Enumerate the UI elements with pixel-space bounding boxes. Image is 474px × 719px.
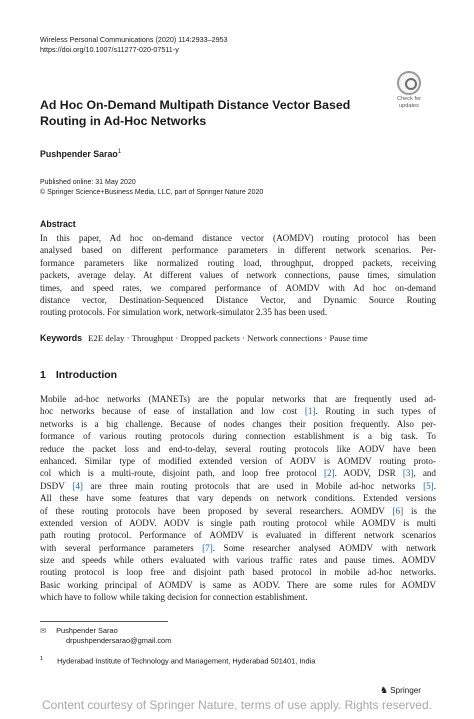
journal-header bbox=[40, 35, 228, 55]
courtesy-watermark: Content courtesy of Springer Nature, terms of use apply. Rights reserved. bbox=[42, 698, 432, 712]
section-number: 1 bbox=[40, 369, 46, 381]
introduction-text: of these routing protocols have been proposed by several researchers. AOMDV bbox=[40, 505, 393, 516]
introduction-text: . AODV, DSR bbox=[334, 468, 403, 479]
introduction-text: Basic working principal of AOMDV is same as AODV. There are some rules for AOMDV bbox=[40, 579, 436, 590]
affiliation-text: Hyderabad Institute of Technology and Management, Hyderabad 501401, India bbox=[57, 656, 316, 666]
affiliation bbox=[40, 656, 315, 665]
abstract-line: packets, average delay. At different values of network connections, pause times, simulation bbox=[40, 270, 436, 281]
introduction-line bbox=[40, 579, 436, 591]
paper-title bbox=[40, 98, 370, 129]
introduction-text: enhanced. Similar type of modified extended version of AODV is AOMDV routing proto- bbox=[40, 455, 436, 466]
introduction-text: networks is a big challenge. Because of nodes changes their position frequently. Also per- bbox=[40, 418, 436, 429]
introduction-text: size and speeds while others evaluated with various traffic rates and pause times. AOMDV bbox=[40, 555, 436, 566]
introduction-line bbox=[40, 480, 436, 492]
introduction-text: , and bbox=[413, 468, 436, 479]
badge-line-2: updates bbox=[399, 103, 419, 110]
introduction-line bbox=[40, 505, 436, 517]
introduction-text: . bbox=[433, 480, 436, 491]
badge-line-1: Check for bbox=[397, 96, 421, 102]
reference-link[interactable]: [7] bbox=[202, 542, 213, 553]
copyright: © Springer Science+Business Media, LLC, part of Springer Nature 2020 bbox=[40, 189, 264, 196]
reference-link[interactable]: [5] bbox=[423, 480, 434, 491]
doi-link[interactable]: https://doi.org/10.1007/s11277-020-07511-y bbox=[40, 45, 179, 54]
springer-logo bbox=[380, 685, 421, 696]
introduction-text: . Routing in such types of bbox=[315, 406, 436, 417]
journal-citation: Wireless Personal Communications (2020) 114:2933–2953 bbox=[40, 35, 228, 44]
author-name[interactable]: Pushpender Sarao bbox=[40, 149, 118, 159]
affiliation-marker: 1 bbox=[40, 656, 44, 662]
introduction-text: routing protocol is loop free and disjoint path based protocol in mobile ad-hoc networks. bbox=[40, 567, 436, 578]
author-affiliation-marker: 1 bbox=[117, 149, 122, 156]
abstract-body bbox=[40, 232, 436, 319]
introduction-line bbox=[40, 492, 436, 504]
introduction-line bbox=[40, 566, 436, 578]
springer-logo-text: Springer bbox=[390, 686, 422, 695]
reference-link[interactable]: [3] bbox=[402, 468, 414, 479]
introduction-line bbox=[40, 405, 436, 417]
introduction-text: is the bbox=[403, 505, 437, 516]
introduction-text: DSDV bbox=[40, 480, 73, 491]
introduction-line bbox=[40, 393, 436, 405]
introduction-line bbox=[40, 418, 436, 430]
footnote-divider bbox=[40, 621, 168, 622]
title-line: Routing in Ad-Hoc Networks bbox=[40, 113, 207, 128]
introduction-line bbox=[40, 554, 436, 566]
abstract-line: analysed based on different performance parameters in different network scenarios. Per- bbox=[40, 245, 436, 256]
introduction-text: col which is a multi-route, disjoint path, and loop free protocol bbox=[40, 468, 324, 479]
reference-link[interactable]: [4] bbox=[72, 480, 83, 491]
introduction-text: All these have some features that vary depends on network conditions. Extended versions bbox=[40, 493, 436, 504]
keywords bbox=[40, 333, 368, 343]
introduction-text: with several performance parameters bbox=[40, 542, 203, 553]
correspondence bbox=[40, 626, 171, 646]
reference-link[interactable]: [2] bbox=[324, 468, 335, 479]
publication-info bbox=[40, 178, 263, 198]
title-line: Ad Hoc On-Demand Multipath Distance Vector Based bbox=[40, 98, 351, 112]
introduction-text: reduce the packet loss and end-to-delay, several routing protocols like AODV have been bbox=[40, 443, 436, 454]
author bbox=[40, 149, 121, 159]
section-heading-introduction bbox=[40, 369, 117, 381]
keywords-label: Keywords bbox=[40, 333, 83, 343]
introduction-line bbox=[40, 542, 436, 554]
springer-horse-icon: ♞ bbox=[380, 685, 389, 695]
introduction-text: path routing protocol. Performance of AOMDV is evaluated in different network scenarios bbox=[40, 530, 436, 541]
introduction-text: . Some researcher analysed AOMDV with network bbox=[212, 542, 436, 553]
correspondence-email[interactable]: drpushpendersarao@gmail.com bbox=[66, 636, 172, 645]
abstract-line: routing protocols. For simulation work, network-simulator 2.35 has been used. bbox=[40, 307, 328, 318]
abstract-line: distance vector, Destination-Sequenced Distance Vector, and Dynamic Source Routing bbox=[40, 294, 436, 305]
envelope-icon: ✉ bbox=[40, 626, 47, 635]
introduction-line bbox=[40, 443, 436, 455]
introduction-line bbox=[40, 430, 436, 442]
abstract-line: times, and speed rates, we compared performance of AOMDV with Ad hoc on-demand bbox=[40, 282, 436, 293]
introduction-line bbox=[40, 467, 436, 479]
check-for-updates-badge[interactable] bbox=[393, 71, 425, 110]
introduction-text: extended version of AODV. AODV is single path routing protocol while AOMDV is multi bbox=[40, 517, 436, 528]
introduction-line bbox=[40, 591, 436, 603]
keywords-text: E2E delay · Throughput · Dropped packets · Network connections · Pause time bbox=[88, 333, 368, 343]
published-date: Published online: 31 May 2020 bbox=[40, 179, 136, 186]
abstract-line: formance parameters like normalized routing load, throughput, dropped packets, receiving bbox=[40, 257, 436, 268]
abstract-line: In this paper, Ad hoc on-demand distance vector (AOMDV) routing protocol has been bbox=[40, 233, 436, 243]
abstract-heading: Abstract bbox=[40, 219, 76, 229]
introduction-text: hoc networks because of ease of installation and low cost bbox=[40, 406, 305, 417]
introduction-text: formance of various routing protocols during connection establishment is a big task. To bbox=[40, 431, 436, 442]
introduction-text: Mobile ad-hoc networks (MANETs) are the popular networks that are frequently used ad- bbox=[40, 394, 436, 404]
introduction-text: are three main routing protocols that are used in Mobile ad-hoc networks bbox=[82, 480, 424, 491]
introduction-body bbox=[40, 393, 436, 604]
introduction-line bbox=[40, 517, 436, 529]
section-title: Introduction bbox=[55, 369, 118, 381]
check-updates-icon bbox=[397, 71, 421, 95]
introduction-line bbox=[40, 529, 436, 541]
reference-link[interactable]: [6] bbox=[392, 505, 404, 516]
introduction-text: which have to follow while taking decision for connection establishment. bbox=[40, 592, 308, 603]
correspondence-name: Pushpender Sarao bbox=[56, 626, 118, 635]
introduction-line bbox=[40, 455, 436, 467]
reference-link[interactable]: [1] bbox=[304, 406, 316, 417]
